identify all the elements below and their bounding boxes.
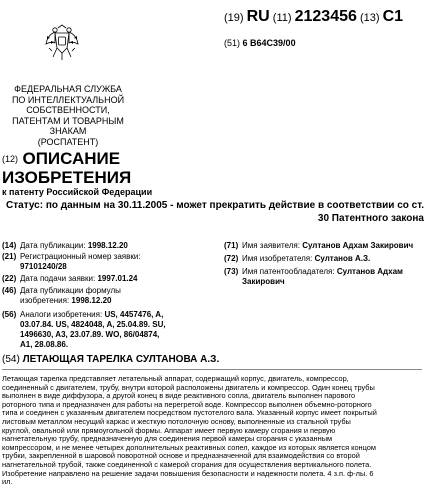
biblio-item-publication-date: (14) Дата публикации: 1998.12.20: [2, 241, 128, 250]
biblio-item-applicant: (71) Имя заявителя: Султанов Адхам Закирович: [224, 241, 414, 250]
abstract-line: круглой, овальной или прямоугольной формы. Аппарат имеет первую камеру сгорания и первую: [2, 426, 336, 435]
status-line2: 30 Патентного закона: [317, 213, 424, 224]
patent-number-line: [224, 8, 403, 26]
classification: 6 B64C39/00: [242, 38, 296, 48]
agency-block: [4, 84, 132, 147]
divider: [2, 369, 422, 370]
number-code: (11): [272, 12, 292, 24]
abstract: [2, 375, 426, 487]
abstract-line: Изобретение направлено на решение задачи повышения безопасности и надежности полета. 4 з.п. ф-лы. 6: [2, 469, 374, 478]
biblio-item-inventor: (72) Имя изобретателя: Султанов А.З.: [224, 254, 371, 263]
abstract-line: роторного типа и предназначен для работы на перегретой воде. Компрессор выполнен объемно-роторного: [2, 400, 372, 409]
status-line1: Статус: по данным на 30.11.2005 - может прекратить действие в соответствии со ст.: [6, 200, 424, 211]
country-code: (19): [224, 12, 244, 24]
invention-code: (54): [2, 354, 20, 365]
abstract-line: соединенный с двигателем, трубу, внутри которой расположены двигатель и компрессор. Один конец трубы: [2, 383, 375, 392]
biblio-left: [2, 241, 202, 351]
abstract-line: трубки, закрепленной в шаровой поворотной основе и предназначенной для взаимодействия со второй: [2, 452, 360, 461]
patent-reference: к патенту Российской Федерации: [2, 187, 153, 197]
coat-of-arms-icon: [44, 24, 80, 62]
abstract-line: листовым металлом несущий каркас и жесткую потолочную основу, выполненные из стальной трубы: [2, 417, 351, 426]
agency-line: ФЕДЕРАЛЬНАЯ СЛУЖБА: [14, 84, 122, 94]
doc-title-line2: ИЗОБРЕТЕНИЯ: [2, 168, 132, 187]
status-block: [0, 199, 424, 225]
patent-number: 2123456: [294, 8, 357, 25]
biblio-item-filing-date: (22) Дата подачи заявки: 1997.01.24: [2, 274, 138, 283]
invention-title-text: ЛЕТАЮЩАЯ ТАРЕЛКА СУЛТАНОВА А.З.: [22, 354, 220, 365]
agency-line: ПО ИНТЕЛЛЕКТУАЛЬНОЙ: [11, 94, 125, 105]
abstract-line: ил.: [2, 478, 13, 487]
biblio-right: [224, 241, 424, 291]
agency-line: СОБСТВЕННОСТИ,: [26, 105, 110, 115]
agency-line: ЗНАКАМ: [49, 126, 87, 136]
document-type: [2, 150, 131, 187]
agency-line: ПАТЕНТАМ И ТОВАРНЫМ: [12, 115, 124, 126]
abstract-line: компрессором, и не менее четырех дополнительных реактивных сопел, каждое из которых является концом: [2, 443, 376, 452]
abstract-line: типа и соединен с указанным двигателем посредством пустотелого вала. Указанный корпус имеет покрытый: [2, 409, 377, 418]
country: RU: [246, 8, 270, 25]
class-code: (51): [224, 38, 241, 48]
doc-title-line1: ОПИСАНИЕ: [22, 149, 121, 168]
invention-title: [2, 354, 219, 365]
kind: C1: [382, 8, 404, 25]
kind-code: (13): [359, 12, 380, 24]
abstract-line: нагнетательной трубой, также соединенной с камерой сгорания для осуществления вертикального полета.: [2, 460, 372, 469]
agency-line: (РОСПАТЕНТ): [37, 136, 99, 147]
biblio-item-claims-publication: (46) Дата публикации формулы изобретения: 1998.12.20: [2, 286, 121, 305]
biblio-item-patent-holder: (73) Имя патентообладателя: Султанов Адхам Закирович: [224, 267, 403, 286]
biblio-item-application-number: (21) Регистрационный номер заявки: 97101240/28: [2, 252, 141, 271]
biblio-item-analogs: (56) Аналоги изобретения: US, 4457476, A, 03.07.84. US, 4824048, A, 25.04.89. SU, 1496630, A3, 23.07.89. WO, 86/04874, A1, 28.08.86.: [2, 310, 166, 349]
abstract-line: Летающая тарелка представляет летательный аппарат, содержащий корпус, двигатель, компрессор,: [2, 375, 349, 383]
abstract-line: нагнетательную трубу, предназначенную для соединения первой камеры сгорания с указанным: [2, 435, 333, 444]
doc-code: (12): [2, 154, 19, 164]
abstract-line: выполнен в виде диффузора, а другой конец в виде реактивного сопла, двигатель выполнен парового: [2, 392, 356, 401]
classification-line: [224, 38, 296, 48]
